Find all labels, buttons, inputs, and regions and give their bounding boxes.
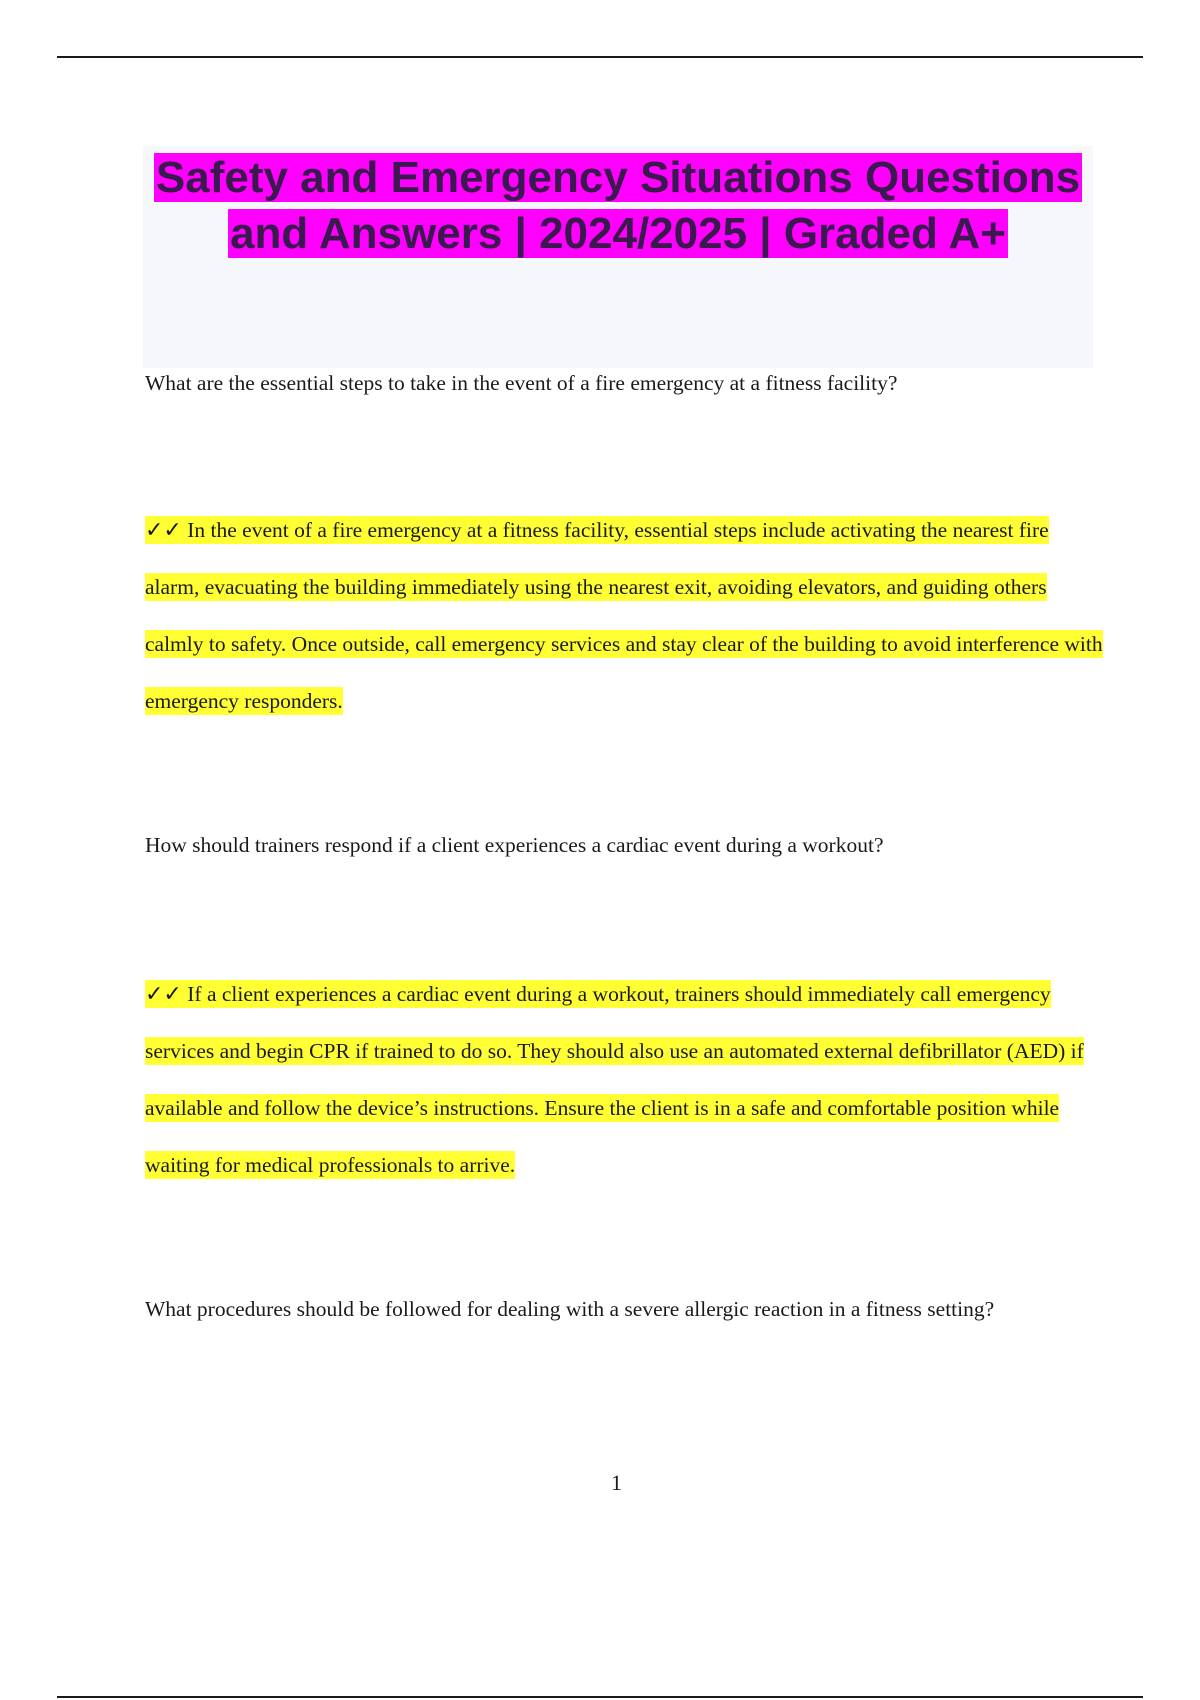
page-number: 1: [611, 1470, 622, 1495]
check-mark-icon: ✓✓: [145, 518, 182, 543]
answer-2-highlight: [145, 980, 1084, 1179]
top-rule: [57, 56, 1143, 58]
document-title: [143, 150, 1093, 262]
question-2: How should trainers respond if a client experiences a cardiac event during a workout?: [145, 833, 884, 857]
check-mark-icon: ✓✓: [145, 982, 182, 1007]
answer-2-text: If a client experiences a cardiac event during a workout, trainers should immediately call emergency services and begin CPR if trained to do so. They should also use an automated external defibrillator (AED) if available and follow the device’s instructions. Ensure the client is in a safe and comfortable position while waiting for medical professionals to arrive.: [145, 982, 1084, 1177]
question-3: What procedures should be followed for dealing with a severe allergic reaction in a fitness setting?: [145, 1297, 995, 1321]
answer-1: [145, 502, 1105, 730]
document-title-text: Safety and Emergency Situations Questions and Answers | 2024/2025 | Graded A+: [155, 153, 1081, 258]
answer-1-highlight: [145, 516, 1103, 715]
question-1: What are the essential steps to take in the event of a fire emergency at a fitness facility?: [145, 371, 898, 395]
title-block: [143, 146, 1093, 368]
answer-1-text: In the event of a fire emergency at a fitness facility, essential steps include activating the nearest fire alarm, evacuating the building immediately using the nearest exit, avoiding elevators, and guiding others calmly to safety. Once outside, call emergency services and stay clear of the building to avoid interference with emergency responders.: [145, 518, 1103, 713]
bottom-rule: [57, 1696, 1143, 1698]
answer-2: [145, 966, 1105, 1194]
